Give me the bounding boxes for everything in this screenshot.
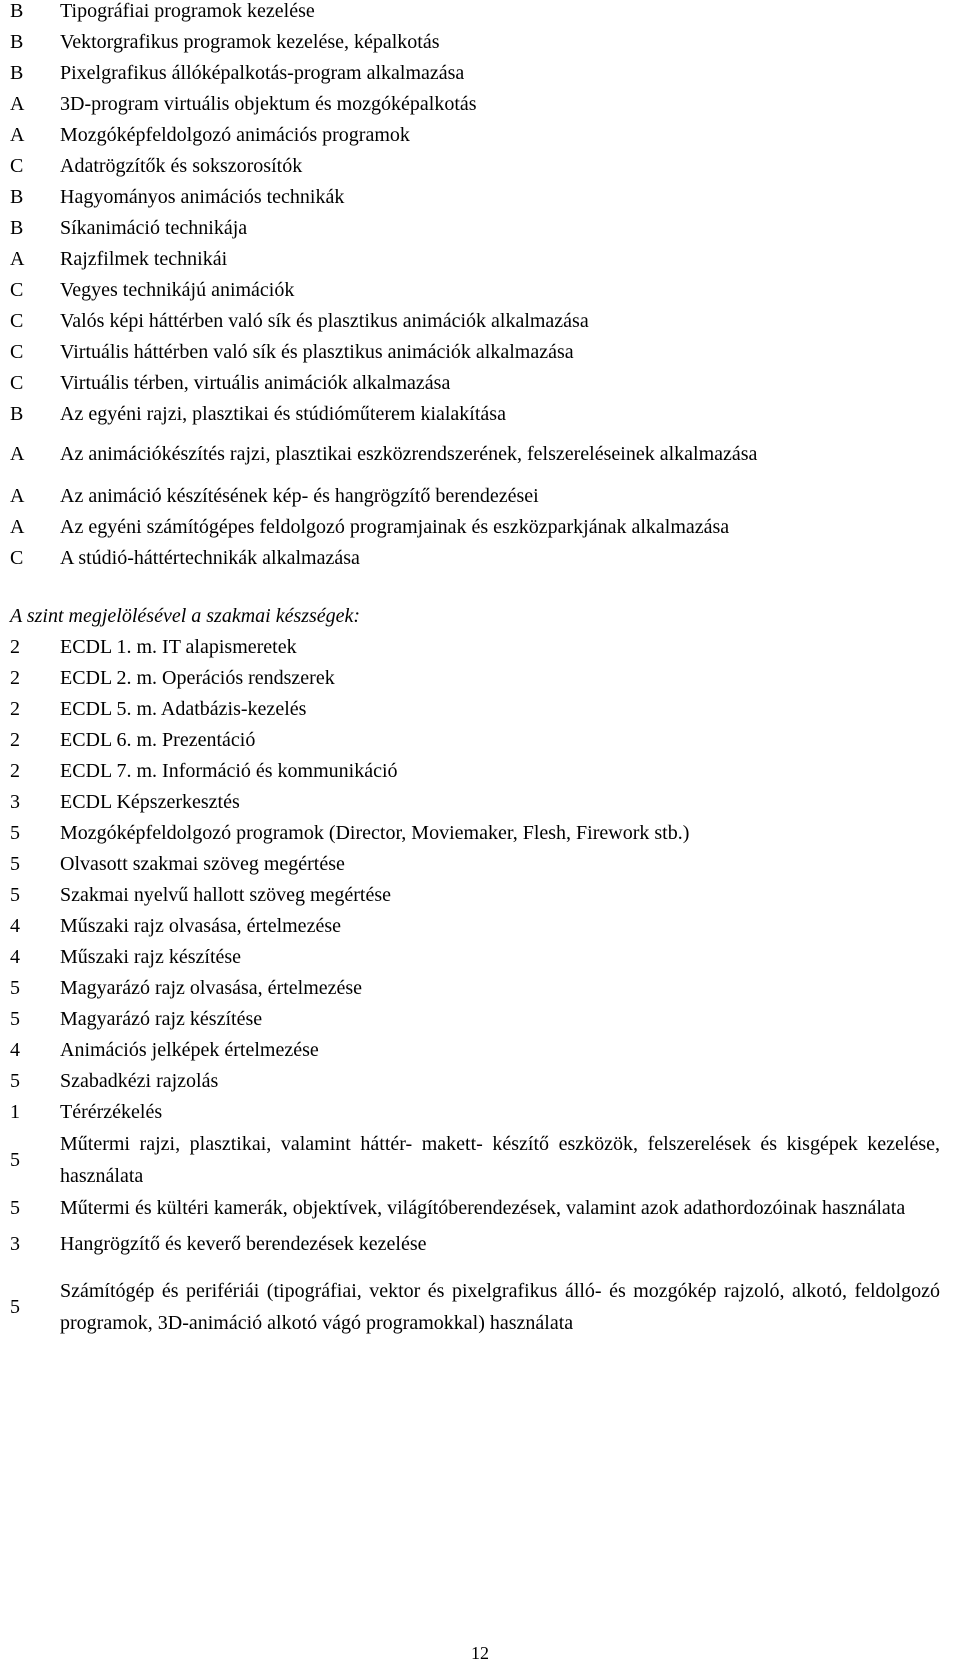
document [10,0,950,1339]
skills-list [10,636,950,1339]
item-text: Virtuális háttérben való sík és plasztikus animációk alkalmazása [60,341,574,363]
item-text: Pixelgrafikus állóképalkotás-program alkalmazása [60,62,465,84]
level-code: 5 [10,1197,20,1219]
item-text: Adatrögzítők és sokszorosítók [60,155,303,177]
level-code: 4 [10,946,20,968]
item-text: ECDL Képszerkesztés [60,791,240,813]
item-text: Olvasott szakmai szöveg megértése [60,853,345,875]
item-text: Rajzfilmek technikái [60,248,228,270]
item-text: Az egyéni számítógépes feldolgozó programjainak és eszközparkjának alkalmazása [60,516,730,538]
item-text: Valós képi háttérben való sík és plasztikus animációk alkalmazása [60,310,589,332]
list-item [10,372,950,394]
item-text: Hangrögzítő és keverő berendezések kezelése [60,1233,427,1255]
item-text: Szabadkézi rajzolás [60,1070,219,1092]
list-item [10,698,950,720]
list-item [10,760,950,782]
level-code: B [10,31,24,53]
level-code: 5 [10,1070,20,1092]
level-code: 5 [10,822,20,844]
list-item [10,0,950,22]
level-code: 5 [10,1008,20,1030]
level-code: 5 [10,853,20,875]
level-code: A [10,443,25,465]
level-code: C [10,547,24,569]
list-item [10,1070,950,1092]
level-code: 3 [10,1233,20,1255]
item-text: Mozgóképfeldolgozó animációs programok [60,124,410,146]
knowledge-list [10,0,950,569]
item-text: ECDL 5. m. Adatbázis-kezelés [60,698,307,720]
level-code: C [10,341,24,363]
list-item [10,636,950,658]
item-text: Szakmai nyelvű hallott szöveg megértése [60,884,392,906]
item-text: Műtermi rajzi, plasztikai, valamint háttér- makett- készítő eszközök, felszerelések és kisgépek kezelése, használata [60,1133,940,1187]
list-item [10,853,950,875]
list-item [10,1128,950,1192]
level-code: C [10,155,24,177]
level-code: 5 [10,977,20,999]
level-code: A [10,248,25,270]
list-item [10,248,950,270]
list-item [10,946,950,968]
item-text: ECDL 2. m. Operációs rendszerek [60,667,335,689]
item-text: Hagyományos animációs technikák [60,186,345,208]
level-code: 4 [10,915,20,937]
list-item [10,1275,950,1339]
list-item [10,485,950,507]
level-code: A [10,516,25,538]
item-text: ECDL 7. m. Információ és kommunikáció [60,760,398,782]
level-code: 2 [10,729,20,751]
item-text: ECDL 1. m. IT alapismeretek [60,636,297,658]
item-text: Az animáció készítésének kép- és hangrögzítő berendezései [60,485,539,507]
list-item [10,93,950,115]
level-code: B [10,186,24,208]
item-text: Vegyes technikájú animációk [60,279,295,301]
item-text: Vektorgrafikus programok kezelése, képalkotás [60,31,440,53]
level-code: C [10,372,24,394]
level-code: 4 [10,1039,20,1061]
list-item [10,822,950,844]
list-item [10,977,950,999]
level-code: 5 [10,1149,20,1171]
level-code: 5 [10,1296,20,1318]
list-item [10,403,950,425]
item-text: Térérzékelés [60,1101,163,1123]
level-code: C [10,279,24,301]
list-item [10,729,950,751]
level-code: 2 [10,698,20,720]
level-code: A [10,93,25,115]
level-code: 2 [10,636,20,658]
level-code: 3 [10,791,20,813]
list-item [10,915,950,937]
list-item [10,217,950,239]
list-item [10,667,950,689]
item-text: Tipográfiai programok kezelése [60,0,315,22]
list-item [10,547,950,569]
item-text: Virtuális térben, virtuális animációk alkalmazása [60,372,451,394]
list-item [10,791,950,813]
list-item [10,186,950,208]
list-item [10,279,950,301]
list-item [10,443,950,465]
item-text: 3D-program virtuális objektum és mozgóképalkotás [60,93,477,115]
page-number: 12 [471,1643,489,1663]
list-item [10,341,950,363]
level-code: B [10,217,24,239]
level-code: C [10,310,24,332]
list-item [10,124,950,146]
item-text: Magyarázó rajz olvasása, értelmezése [60,977,363,999]
level-code: B [10,0,24,22]
level-code: 2 [10,667,20,689]
level-code: 1 [10,1101,20,1123]
list-item [10,1008,950,1030]
item-text: Az animációkészítés rajzi, plasztikai eszközrendszerének, felszereléseinek alkalmazása [60,443,758,465]
skills-heading: A szint megjelölésével a szakmai készségek: [10,605,361,627]
level-code: 2 [10,760,20,782]
item-text: Síkanimáció technikája [60,217,248,239]
list-item [10,62,950,84]
list-item [10,1039,950,1061]
item-text: Műtermi és kültéri kamerák, objektívek, világítóberendezések, valamint azok adathordozóinak használata [60,1197,906,1219]
list-item [10,884,950,906]
list-item [10,1233,950,1255]
item-text: Mozgóképfeldolgozó programok (Director, Moviemaker, Flesh, Firework stb.) [60,822,690,844]
list-item [10,1192,950,1224]
list-item [10,516,950,538]
item-text: Számítógép és perifériái (tipográfiai, vektor és pixelgrafikus álló- és mozgókép rajzoló, alkotó, feldolgozó programok, 3D-animáció alkotó vágó programokkal) használata [60,1280,940,1334]
level-code: 5 [10,884,20,906]
level-code: A [10,124,25,146]
item-text: Animációs jelképek értelmezése [60,1039,319,1061]
list-item [10,31,950,53]
item-text: ECDL 6. m. Prezentáció [60,729,256,751]
level-code: B [10,403,24,425]
item-text: Magyarázó rajz készítése [60,1008,263,1030]
item-text: A stúdió-háttértechnikák alkalmazása [60,547,360,569]
list-item [10,155,950,177]
list-item [10,310,950,332]
list-item [10,1101,950,1123]
item-text: Műszaki rajz olvasása, értelmezése [60,915,341,937]
item-text: Az egyéni rajzi, plasztikai és stúdióműterem kialakítása [60,403,506,425]
level-code: B [10,62,24,84]
level-code: A [10,485,25,507]
item-text: Műszaki rajz készítése [60,946,242,968]
